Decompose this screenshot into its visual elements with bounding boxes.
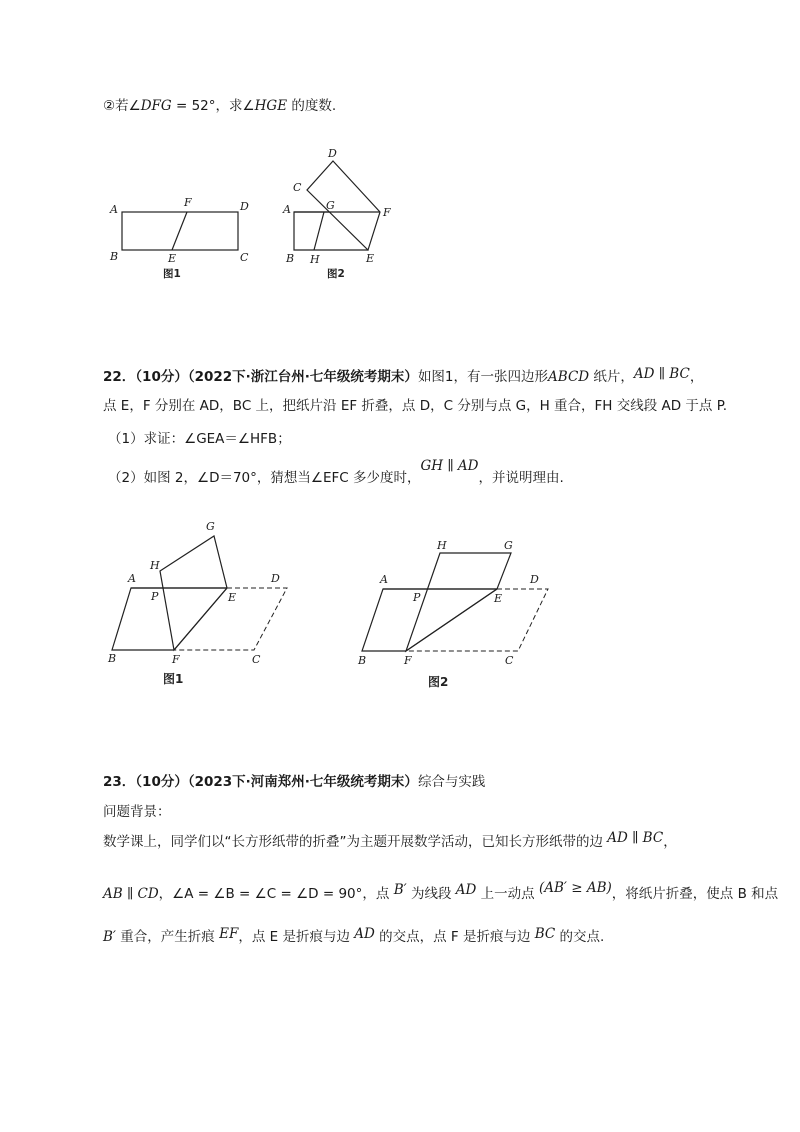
q22-line1: 22．（10分）（2022下·浙江台州·七年级统考期末）如图1，有一张四边形ABCD 纸片，AD ∥ BC， bbox=[103, 366, 704, 385]
q23-para1 bbox=[103, 832, 677, 852]
q23-line1 bbox=[103, 772, 485, 792]
q23-para2-ad: AD bbox=[455, 882, 477, 898]
fig22-2-label-p: P bbox=[413, 591, 421, 604]
fig22-2-label-e: E bbox=[494, 592, 503, 605]
fig22-2-left-part bbox=[362, 589, 497, 651]
q23-para1-parallel: AD ∥ BC bbox=[607, 830, 664, 846]
fig21-1-label-f: F bbox=[184, 196, 192, 209]
fig22-2-label-b: B bbox=[358, 654, 367, 667]
fig22-1-left-part bbox=[112, 588, 227, 650]
fig22-1-label-b: B bbox=[108, 652, 117, 665]
q21-mid: = 52°，求∠ bbox=[171, 98, 255, 114]
q22-parallel: AD ∥ BC bbox=[633, 366, 690, 382]
fig22-2-label-c: C bbox=[505, 654, 514, 667]
fig21-2-label-b: B bbox=[286, 252, 295, 265]
q22-intro: 如图1，有一张四边形 bbox=[417, 369, 549, 385]
fig22-1-fold-ef bbox=[174, 588, 227, 650]
q23-source: （2023下·河南郑州·七年级统考期末） bbox=[187, 774, 418, 790]
fig22-1-label-p: P bbox=[151, 590, 159, 603]
q23-title: 综合与实践 bbox=[417, 774, 486, 790]
q22-part2-parallel: GH ∥ AD bbox=[420, 458, 479, 474]
fig22-1 bbox=[107, 520, 287, 686]
q23-para3-ef: EF bbox=[219, 926, 239, 942]
fig22-1-folded-part bbox=[160, 536, 227, 650]
q23-para1-a: 数学课上，同学们以“长方形纸带的折叠”为主题开展数学活动，已知长方形纸带的边 bbox=[103, 834, 608, 850]
fig22-2 bbox=[357, 539, 548, 689]
fig22-1-label-d: D bbox=[271, 572, 280, 585]
q23-para2-b: ，∠A = ∠B = ∠C = ∠D = 90°，点 bbox=[158, 886, 394, 902]
fig22-2-label-h: H bbox=[437, 539, 447, 552]
fig22-1-label-c: C bbox=[252, 653, 261, 666]
fig22-2-label-g: G bbox=[504, 539, 513, 552]
q23-para2-e: ，将纸片折叠，使点 B 和点 bbox=[611, 886, 779, 902]
fig21-2-label-d: D bbox=[328, 147, 337, 160]
q22-number: 22． bbox=[103, 369, 136, 385]
fig22-1-label-a: A bbox=[128, 572, 136, 585]
fig22-1-caption: 图1 bbox=[163, 672, 184, 686]
q23-para1-b: ， bbox=[663, 834, 677, 850]
fig21-1-label-a: A bbox=[110, 203, 118, 216]
q21-angle-dfg: DFG bbox=[140, 98, 172, 114]
q23-para2-c: 为线段 bbox=[406, 886, 456, 902]
q23-number: 23． bbox=[103, 774, 136, 790]
q23-para3-ad: AD bbox=[354, 926, 375, 942]
q22-abcd: ABCD bbox=[548, 369, 590, 385]
q21-suffix: 的度数. bbox=[287, 98, 337, 114]
q23-para3-c: 的交点，点 F 是折痕与边 bbox=[374, 929, 535, 945]
fig21-1-label-d: D bbox=[240, 200, 249, 213]
q23-para2-bprime: B′ bbox=[393, 882, 407, 898]
fig21-2-label-e: E bbox=[366, 252, 375, 265]
q22-part2-b: ，并说明理由. bbox=[478, 470, 564, 486]
fig22-1-label-h: H bbox=[150, 559, 160, 572]
fig21-2-caption: 图2 bbox=[327, 268, 345, 280]
q22-part1: （1）求证：∠GEA＝∠HFB； bbox=[108, 431, 291, 447]
fig21-2-label-f: F bbox=[383, 206, 391, 219]
q23-para2 bbox=[103, 880, 779, 904]
q23-para3-bc: BC bbox=[534, 926, 556, 942]
q21-prefix: ②若∠ bbox=[103, 98, 141, 114]
q23-para2-condition: (AB′ ≥ AB) bbox=[538, 880, 612, 896]
fig22-2-label-a: A bbox=[380, 573, 388, 586]
q22-source: （2022下·浙江台州·七年级统考期末） bbox=[187, 369, 418, 385]
fig21-1-label-c: C bbox=[240, 251, 249, 264]
fig21-2-label-g: G bbox=[326, 199, 335, 212]
q22-score: （10分） bbox=[135, 369, 188, 385]
fig21-2-label-a: A bbox=[283, 203, 291, 216]
fig22-2-label-f: F bbox=[404, 654, 412, 667]
fig21-1-caption: 图1 bbox=[163, 268, 181, 280]
q23-para3 bbox=[103, 927, 604, 947]
q22-line2: 点 E，F 分别在 AD，BC 上，把纸片沿 EF 折叠，点 D，C 分别与点 G，H 重合，FH 交线段 AD 于点 P. bbox=[103, 398, 728, 414]
q23-score: （10分） bbox=[135, 774, 188, 790]
fig22-1-label-g: G bbox=[206, 520, 215, 533]
q23-bg-title: 问题背景： bbox=[103, 804, 171, 820]
fig22-1-label-f: F bbox=[172, 653, 180, 666]
fig21-1-label-e: E bbox=[168, 252, 177, 265]
fig22-2-dashed-original bbox=[406, 589, 548, 651]
q23-para2-parallel: AB ∥ CD bbox=[103, 886, 159, 902]
fig22-2-label-d: D bbox=[530, 573, 539, 586]
q23-para3-bprime: B′ bbox=[103, 929, 116, 945]
fig21-1-label-b: B bbox=[110, 250, 119, 263]
q23-para3-d: 的交点. bbox=[555, 929, 605, 945]
q22-part2-a: （2）如图 2，∠D＝70°，猜想当∠EFC 多少度时， bbox=[108, 470, 421, 486]
fig21-2-label-c: C bbox=[293, 181, 302, 194]
fig22-1-label-e: E bbox=[228, 591, 237, 604]
q22-intro2: 纸片， bbox=[589, 369, 634, 385]
fig22-2-caption: 图2 bbox=[428, 675, 449, 689]
q23-para3-a: 重合，产生折痕 bbox=[116, 929, 220, 945]
fig21-2-label-h: H bbox=[310, 253, 320, 266]
q23-para3-b: ，点 E 是折痕与边 bbox=[238, 929, 355, 945]
q23-para2-d: 上一动点 bbox=[476, 886, 539, 902]
q21-angle-hge: HGE bbox=[254, 98, 288, 114]
